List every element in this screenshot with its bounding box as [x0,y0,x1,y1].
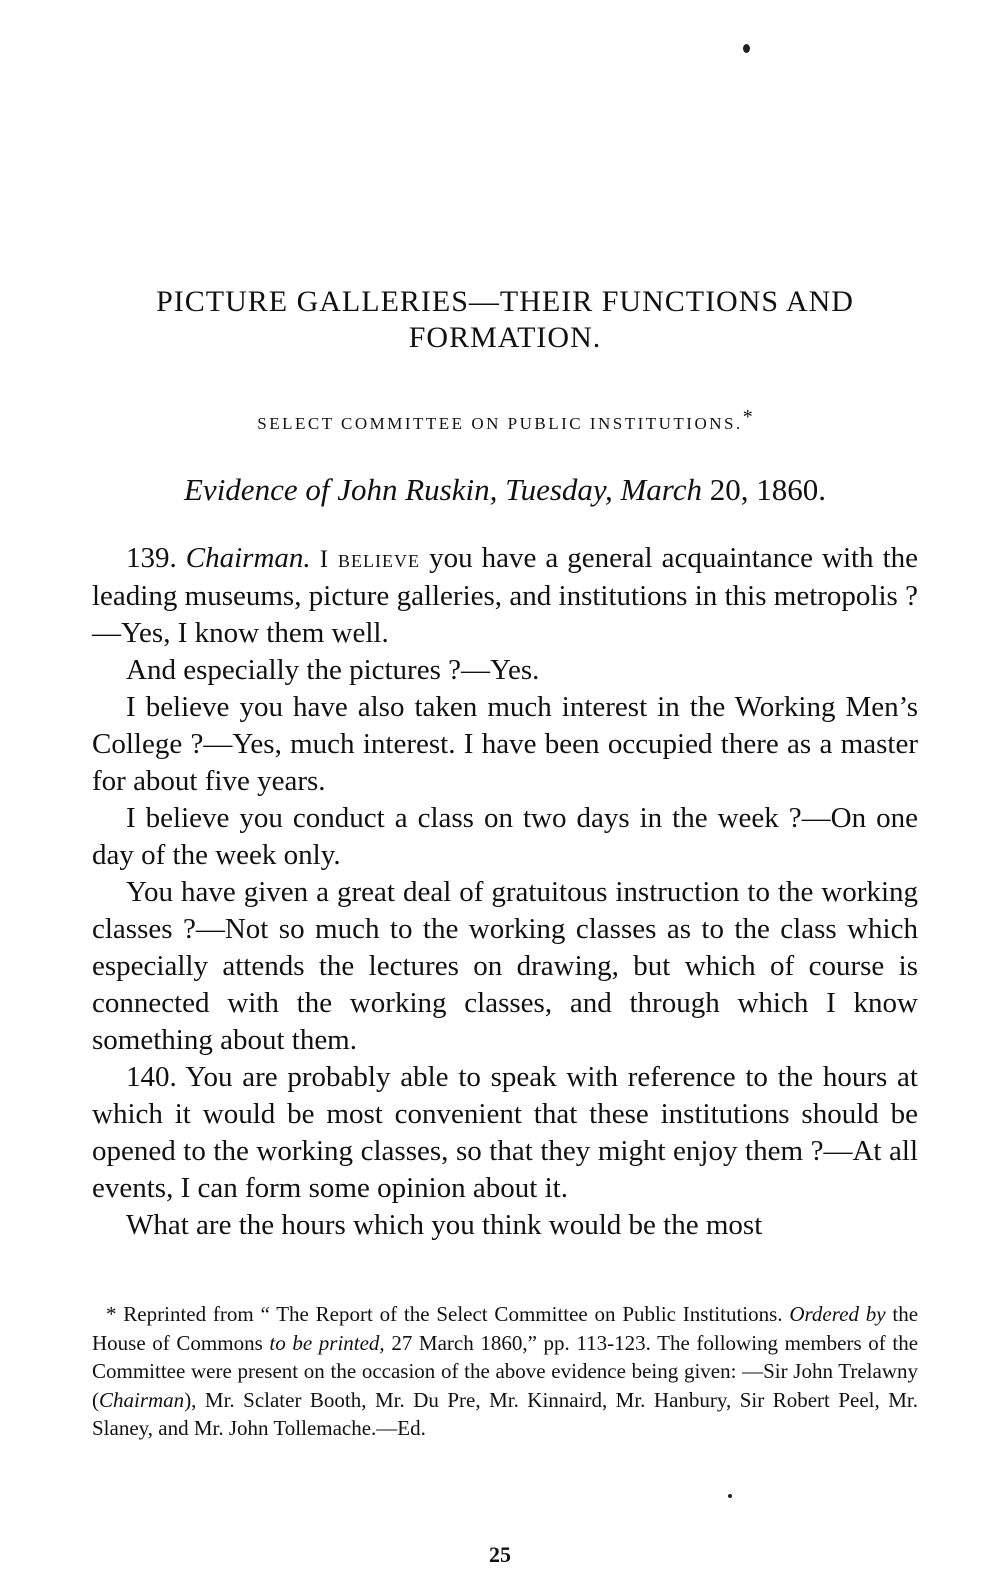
paragraph-text: you have a general acquaintance with the leading museums, picture galleries, and institutions in this metropolis ?—Yes, I know them well. [92,542,919,649]
page-number: 25 [489,1542,511,1567]
evidence-heading [60,470,950,510]
printer-mark [743,44,750,53]
committee-heading [60,406,950,434]
paragraph: You have given a great deal of gratuitous instruction to the working classes ?—Not so much to the working classes as to the class which especially attends the lectures on drawing, but which of course is connected with the working classes, and through which I know something about them. [92,876,918,1056]
footnote-part: * Reprinted from “ The Report of the Select Committee on Public Institutions. [106,1302,783,1326]
footnote-marker: * [742,406,753,428]
paragraph: I believe you have also taken much interest in the Working Men’s College ?—Yes, much interest. I have been occupied there as a master for about five years. [92,691,918,797]
paragraph: What are the hours which you think would be the most [126,1209,763,1241]
footnote-text [92,1300,918,1443]
committee-heading-text: SELECT COMMITTEE ON PUBLIC INSTITUTIONS. [257,414,743,433]
footnote-italic: Ordered by [789,1302,886,1326]
paragraph-number: 139. [126,542,177,574]
evidence-heading-date: 20, 1860. [709,472,826,507]
footnote-part: the House of Commons [92,1302,919,1355]
footnote-italic: to be printed, [269,1330,385,1355]
body-text [92,540,918,1244]
footnote [92,1300,918,1443]
paragraph-140: 140. You are probably able to speak with reference to the hours at which it would be most convenient that these institutions should be opened to the working classes, so that they might enjoy them ?—At all events, I can form some opinion about it. [92,1061,918,1204]
paragraph: And especially the pictures ?—Yes. [126,654,540,686]
speaker-label: Chairman. [185,542,311,574]
footnote-italic: Chairman [99,1387,185,1412]
paragraph-139 [92,540,918,652]
footnote-part: 27 March 1860,” pp. 113-123. The following members of the Committee were present on the occasion of the above evidence being given: —Sir John Trelawny ( [92,1330,919,1412]
chapter-title-line-1: PICTURE GALLERIES—THEIR FUNCTIONS AND [156,285,854,318]
evidence-heading-intro: Evidence of John Ruskin, Tuesday, March [184,472,702,507]
chapter-title-line-2: FORMATION. [408,321,602,354]
paragraph: I believe you conduct a class on two days in the week ?—On one day of the week only. [92,802,918,871]
lead-words: I believe [319,546,421,573]
chapter-title [60,284,950,356]
footnote-part: ), Mr. Sclater Booth, Mr. Du Pre, Mr. Kinnaird, Mr. Hanbury, Sir Robert Peel, Mr. Slaney, and Mr. John Tollemache.—Ed. [92,1387,918,1440]
printer-mark [728,1494,732,1498]
